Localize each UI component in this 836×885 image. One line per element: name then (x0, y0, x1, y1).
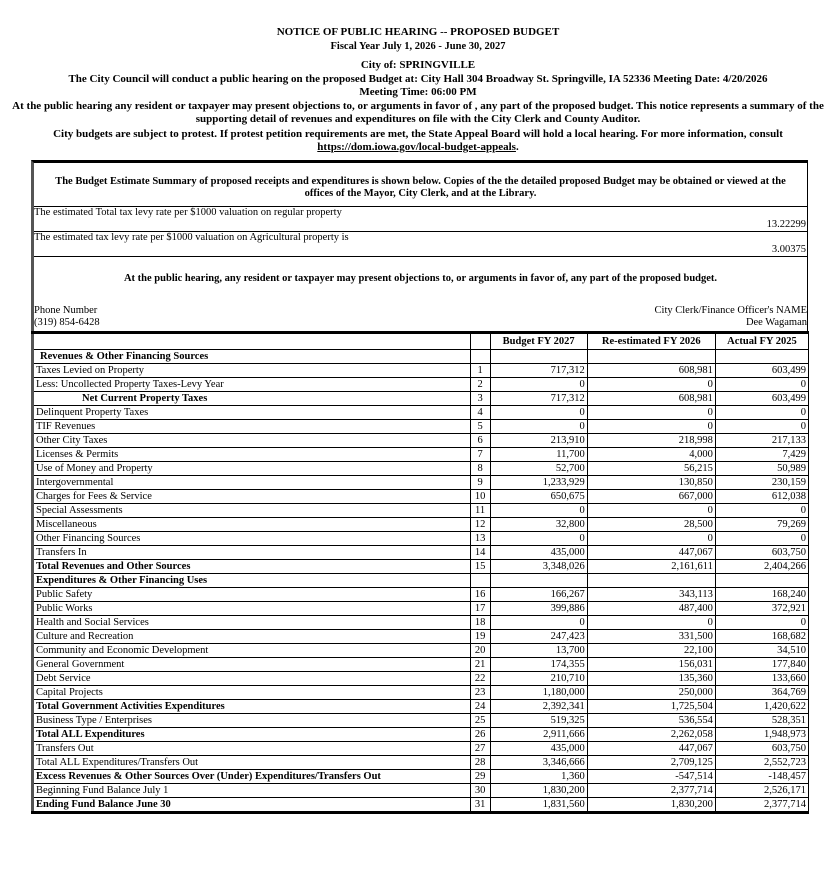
reestimated-fy2026: 487,400 (587, 602, 715, 616)
row-number: 30 (470, 784, 490, 798)
reestimated-fy2026: 667,000 (587, 490, 715, 504)
objections-notice: At the public hearing any resident or taxpayer may present objections to, or arguments in favor of , any part of the proposed budget. This notice represents a summary of the supporting detail of revenues and expenditures on file with the City Clerk and County Auditor. (12, 100, 824, 125)
meeting-time: Meeting Time: 06:00 PM (359, 86, 477, 98)
table-row (33, 784, 809, 798)
row-number: 20 (470, 644, 490, 658)
row-number: 31 (470, 798, 490, 813)
reestimated-fy2026: 22,100 (587, 644, 715, 658)
levy-ag-value: 3.00375 (771, 244, 806, 255)
budget-fy2027: 1,831,560 (490, 798, 587, 813)
row-number: 4 (470, 406, 490, 420)
actual-fy2025: -148,457 (715, 770, 808, 784)
row-number: 14 (470, 546, 490, 560)
reestimated-fy2026: 2,709,125 (587, 756, 715, 770)
table-row (33, 770, 809, 784)
budget-fy2027: 0 (490, 406, 587, 420)
reestimated-fy2026: 156,031 (587, 658, 715, 672)
reestimated-fy2026: 0 (587, 378, 715, 392)
actual-fy2025: 0 (715, 420, 808, 434)
budget-fy2027: 1,233,929 (490, 476, 587, 490)
budget-fy2027: 0 (490, 616, 587, 630)
link-period: . (515, 141, 519, 153)
table-row (33, 532, 809, 546)
budget-summary-box (31, 160, 808, 310)
table-row (33, 700, 809, 714)
row-number: 13 (470, 532, 490, 546)
actual-fy2025: 50,989 (715, 462, 808, 476)
budget-fy2027 (490, 350, 587, 364)
table-row (33, 742, 809, 756)
reestimated-fy2026: 0 (587, 420, 715, 434)
table-row (33, 686, 809, 700)
actual-fy2025: 2,404,266 (715, 560, 808, 574)
row-label: Revenues & Other Financing Sources (33, 350, 471, 364)
row-label: Less: Uncollected Property Taxes-Levy Year (33, 378, 471, 392)
row-number: 29 (470, 770, 490, 784)
row-number: 22 (470, 672, 490, 686)
row-label: Charges for Fees & Service (33, 490, 471, 504)
table-row (33, 476, 809, 490)
budget-fy2027: 0 (490, 504, 587, 518)
budget-fy2027: 2,392,341 (490, 700, 587, 714)
table-row (33, 798, 809, 813)
table-row (33, 728, 809, 742)
row-label: Beginning Fund Balance July 1 (33, 784, 471, 798)
actual-fy2025: 603,499 (715, 392, 808, 406)
phone-block (31, 305, 100, 331)
row-label: Debt Service (33, 672, 471, 686)
row-number: 16 (470, 588, 490, 602)
levy-ag-row (34, 232, 807, 257)
reestimated-fy2026 (587, 350, 715, 364)
officer-label: City Clerk/Finance Officer's NAME (654, 305, 807, 316)
row-label: TIF Revenues (33, 420, 471, 434)
reestimated-fy2026: 0 (587, 504, 715, 518)
levy-regular-value: 13.22299 (766, 219, 806, 230)
actual-fy2025: 603,750 (715, 742, 808, 756)
table-row (33, 756, 809, 770)
hearing-line: The City Council will conduct a public hearing on the proposed Budget at: City Hall 304 Broadway St. Springville, IA 52336 Meeting Date: 4/20/2026 (68, 73, 768, 85)
row-number: 2 (470, 378, 490, 392)
table-row (33, 616, 809, 630)
budget-fy2027: 2,911,666 (490, 728, 587, 742)
row-label: Taxes Levied on Property (33, 364, 471, 378)
col-header-reestimated: Re-estimated FY 2026 (587, 333, 715, 350)
summary-intro: The Budget Estimate Summary of proposed receipts and expenditures is shown below. Copies of the the detailed proposed Budget may be obtained or viewed at the offices of the Mayor, City Clerk, and at the Library. (34, 163, 807, 207)
table-row (33, 546, 809, 560)
phone-number: (319) 854-6428 (34, 317, 100, 328)
actual-fy2025: 0 (715, 616, 808, 630)
row-number: 6 (470, 434, 490, 448)
budget-table-body (33, 350, 809, 813)
table-row (33, 518, 809, 532)
actual-fy2025: 177,840 (715, 658, 808, 672)
table-row (33, 602, 809, 616)
row-label: General Government (33, 658, 471, 672)
reestimated-fy2026: 56,215 (587, 462, 715, 476)
col-header-num (470, 333, 490, 350)
levy-ag-label: The estimated tax levy rate per $1000 valuation on Agricultural property is (34, 232, 349, 243)
col-header-budget: Budget FY 2027 (490, 333, 587, 350)
table-row (33, 574, 809, 588)
row-number: 27 (470, 742, 490, 756)
row-label: Community and Economic Development (33, 644, 471, 658)
reestimated-fy2026: 608,981 (587, 364, 715, 378)
table-row (33, 588, 809, 602)
actual-fy2025: 0 (715, 504, 808, 518)
budget-fy2027: 32,800 (490, 518, 587, 532)
row-label: Licenses & Permits (33, 448, 471, 462)
budget-fy2027: 1,360 (490, 770, 587, 784)
actual-fy2025: 603,499 (715, 364, 808, 378)
row-label: Public Safety (33, 588, 471, 602)
row-label: Miscellaneous (33, 518, 471, 532)
reestimated-fy2026: 2,377,714 (587, 784, 715, 798)
row-label: Net Current Property Taxes (33, 392, 471, 406)
row-number: 24 (470, 700, 490, 714)
row-label: Capital Projects (33, 686, 471, 700)
actual-fy2025: 168,240 (715, 588, 808, 602)
table-row (33, 392, 809, 406)
row-number: 8 (470, 462, 490, 476)
protest-text: City budgets are subject to protest. If protest petition requirements are met, the State Appeal Board will hold a local hearing. For more information, consult (53, 128, 783, 140)
budget-fy2027: 3,348,026 (490, 560, 587, 574)
table-row (33, 364, 809, 378)
reestimated-fy2026: 1,725,504 (587, 700, 715, 714)
actual-fy2025: 1,420,622 (715, 700, 808, 714)
row-number: 21 (470, 658, 490, 672)
reestimated-fy2026: 250,000 (587, 686, 715, 700)
reestimated-fy2026: 0 (587, 406, 715, 420)
table-row (33, 378, 809, 392)
budget-fy2027: 174,355 (490, 658, 587, 672)
budget-fy2027: 519,325 (490, 714, 587, 728)
reestimated-fy2026: -547,514 (587, 770, 715, 784)
actual-fy2025: 612,038 (715, 490, 808, 504)
reestimated-fy2026 (587, 574, 715, 588)
row-label: Other Financing Sources (33, 532, 471, 546)
reestimated-fy2026: 2,161,611 (587, 560, 715, 574)
table-row (33, 560, 809, 574)
table-row (33, 714, 809, 728)
reestimated-fy2026: 218,998 (587, 434, 715, 448)
fiscal-year: Fiscal Year July 1, 2026 - June 30, 2027 (330, 41, 506, 52)
row-number: 12 (470, 518, 490, 532)
row-number: 1 (470, 364, 490, 378)
budget-fy2027: 247,423 (490, 630, 587, 644)
actual-fy2025: 133,660 (715, 672, 808, 686)
row-number: 9 (470, 476, 490, 490)
budget-fy2027: 0 (490, 378, 587, 392)
protest-notice (0, 128, 836, 154)
hearing-location (0, 73, 836, 99)
row-label: Culture and Recreation (33, 630, 471, 644)
row-label: Transfers In (33, 546, 471, 560)
reestimated-fy2026: 1,830,200 (587, 798, 715, 813)
actual-fy2025: 364,769 (715, 686, 808, 700)
table-row (33, 420, 809, 434)
reestimated-fy2026: 130,850 (587, 476, 715, 490)
reestimated-fy2026: 331,500 (587, 630, 715, 644)
row-number: 25 (470, 714, 490, 728)
row-number: 17 (470, 602, 490, 616)
table-row (33, 658, 809, 672)
row-number: 15 (470, 560, 490, 574)
actual-fy2025: 217,133 (715, 434, 808, 448)
reestimated-fy2026: 447,067 (587, 546, 715, 560)
city-name: City of: SPRINGVILLE (360, 59, 476, 71)
reestimated-fy2026: 135,360 (587, 672, 715, 686)
table-row (33, 630, 809, 644)
table-row (33, 672, 809, 686)
reestimated-fy2026: 608,981 (587, 392, 715, 406)
actual-fy2025: 372,921 (715, 602, 808, 616)
actual-fy2025: 0 (715, 406, 808, 420)
row-label: Total Government Activities Expenditures (33, 700, 471, 714)
actual-fy2025: 34,510 (715, 644, 808, 658)
row-number: 7 (470, 448, 490, 462)
budget-fy2027: 399,886 (490, 602, 587, 616)
budget-fy2027: 435,000 (490, 742, 587, 756)
row-number: 23 (470, 686, 490, 700)
table-row (33, 644, 809, 658)
actual-fy2025: 79,269 (715, 518, 808, 532)
budget-fy2027: 717,312 (490, 392, 587, 406)
row-label: Other City Taxes (33, 434, 471, 448)
appeals-link[interactable]: https://dom.iowa.gov/local-budget-appeals (317, 141, 516, 153)
row-label: Use of Money and Property (33, 462, 471, 476)
budget-fy2027: 13,700 (490, 644, 587, 658)
officer-name: Dee Wagaman (745, 317, 807, 328)
phone-label: Phone Number (34, 305, 98, 316)
table-row (33, 490, 809, 504)
row-label: Total ALL Expenditures (33, 728, 471, 742)
row-label: Total ALL Expenditures/Transfers Out (33, 756, 471, 770)
budget-table (31, 331, 809, 814)
row-number: 26 (470, 728, 490, 742)
row-label: Transfers Out (33, 742, 471, 756)
actual-fy2025: 603,750 (715, 546, 808, 560)
row-label: Business Type / Enterprises (33, 714, 471, 728)
row-number: 11 (470, 504, 490, 518)
row-number: 28 (470, 756, 490, 770)
col-header-actual: Actual FY 2025 (715, 333, 808, 350)
row-label: Public Works (33, 602, 471, 616)
actual-fy2025 (715, 350, 808, 364)
table-row (33, 462, 809, 476)
notice-title: NOTICE OF PUBLIC HEARING -- PROPOSED BUDGET (276, 26, 560, 38)
officer-block (655, 305, 808, 331)
actual-fy2025: 0 (715, 532, 808, 546)
table-header-row (33, 333, 809, 350)
budget-fy2027: 3,346,666 (490, 756, 587, 770)
hearing-statement: At the public hearing, any resident or taxpayer may present objections to, or arguments in favor of, any part of the proposed budget. (123, 273, 718, 284)
budget-fy2027: 11,700 (490, 448, 587, 462)
actual-fy2025: 2,526,171 (715, 784, 808, 798)
reestimated-fy2026: 0 (587, 616, 715, 630)
levy-regular-label: The estimated Total tax levy rate per $1000 valuation on regular property (34, 207, 342, 218)
budget-fy2027: 1,830,200 (490, 784, 587, 798)
row-label: Health and Social Services (33, 616, 471, 630)
reestimated-fy2026: 4,000 (587, 448, 715, 462)
col-header-label (33, 333, 471, 350)
reestimated-fy2026: 2,262,058 (587, 728, 715, 742)
row-label: Expenditures & Other Financing Uses (33, 574, 471, 588)
row-label: Intergovernmental (33, 476, 471, 490)
budget-fy2027: 1,180,000 (490, 686, 587, 700)
reestimated-fy2026: 28,500 (587, 518, 715, 532)
row-number: 5 (470, 420, 490, 434)
table-row (33, 448, 809, 462)
budget-fy2027: 52,700 (490, 462, 587, 476)
table-row (33, 504, 809, 518)
table-row (33, 434, 809, 448)
actual-fy2025: 168,682 (715, 630, 808, 644)
row-number: 3 (470, 392, 490, 406)
row-label: Excess Revenues & Other Sources Over (Under) Expenditures/Transfers Out (33, 770, 471, 784)
budget-fy2027 (490, 574, 587, 588)
actual-fy2025: 2,552,723 (715, 756, 808, 770)
actual-fy2025: 1,948,973 (715, 728, 808, 742)
budget-fy2027: 650,675 (490, 490, 587, 504)
row-number: 19 (470, 630, 490, 644)
table-row (33, 350, 809, 364)
budget-fy2027: 166,267 (490, 588, 587, 602)
actual-fy2025: 7,429 (715, 448, 808, 462)
levy-regular-row (34, 207, 807, 232)
actual-fy2025: 0 (715, 378, 808, 392)
actual-fy2025: 2,377,714 (715, 798, 808, 813)
reestimated-fy2026: 536,554 (587, 714, 715, 728)
reestimated-fy2026: 343,113 (587, 588, 715, 602)
actual-fy2025: 528,351 (715, 714, 808, 728)
budget-fy2027: 210,710 (490, 672, 587, 686)
row-number (470, 350, 490, 364)
table-row (33, 406, 809, 420)
budget-fy2027: 0 (490, 420, 587, 434)
row-label: Ending Fund Balance June 30 (33, 798, 471, 813)
budget-fy2027: 717,312 (490, 364, 587, 378)
actual-fy2025 (715, 574, 808, 588)
reestimated-fy2026: 0 (587, 532, 715, 546)
reestimated-fy2026: 447,067 (587, 742, 715, 756)
row-label: Delinquent Property Taxes (33, 406, 471, 420)
budget-fy2027: 0 (490, 532, 587, 546)
budget-fy2027: 213,910 (490, 434, 587, 448)
row-number (470, 574, 490, 588)
row-label: Special Assessments (33, 504, 471, 518)
actual-fy2025: 230,159 (715, 476, 808, 490)
row-number: 18 (470, 616, 490, 630)
row-label: Total Revenues and Other Sources (33, 560, 471, 574)
row-number: 10 (470, 490, 490, 504)
budget-fy2027: 435,000 (490, 546, 587, 560)
